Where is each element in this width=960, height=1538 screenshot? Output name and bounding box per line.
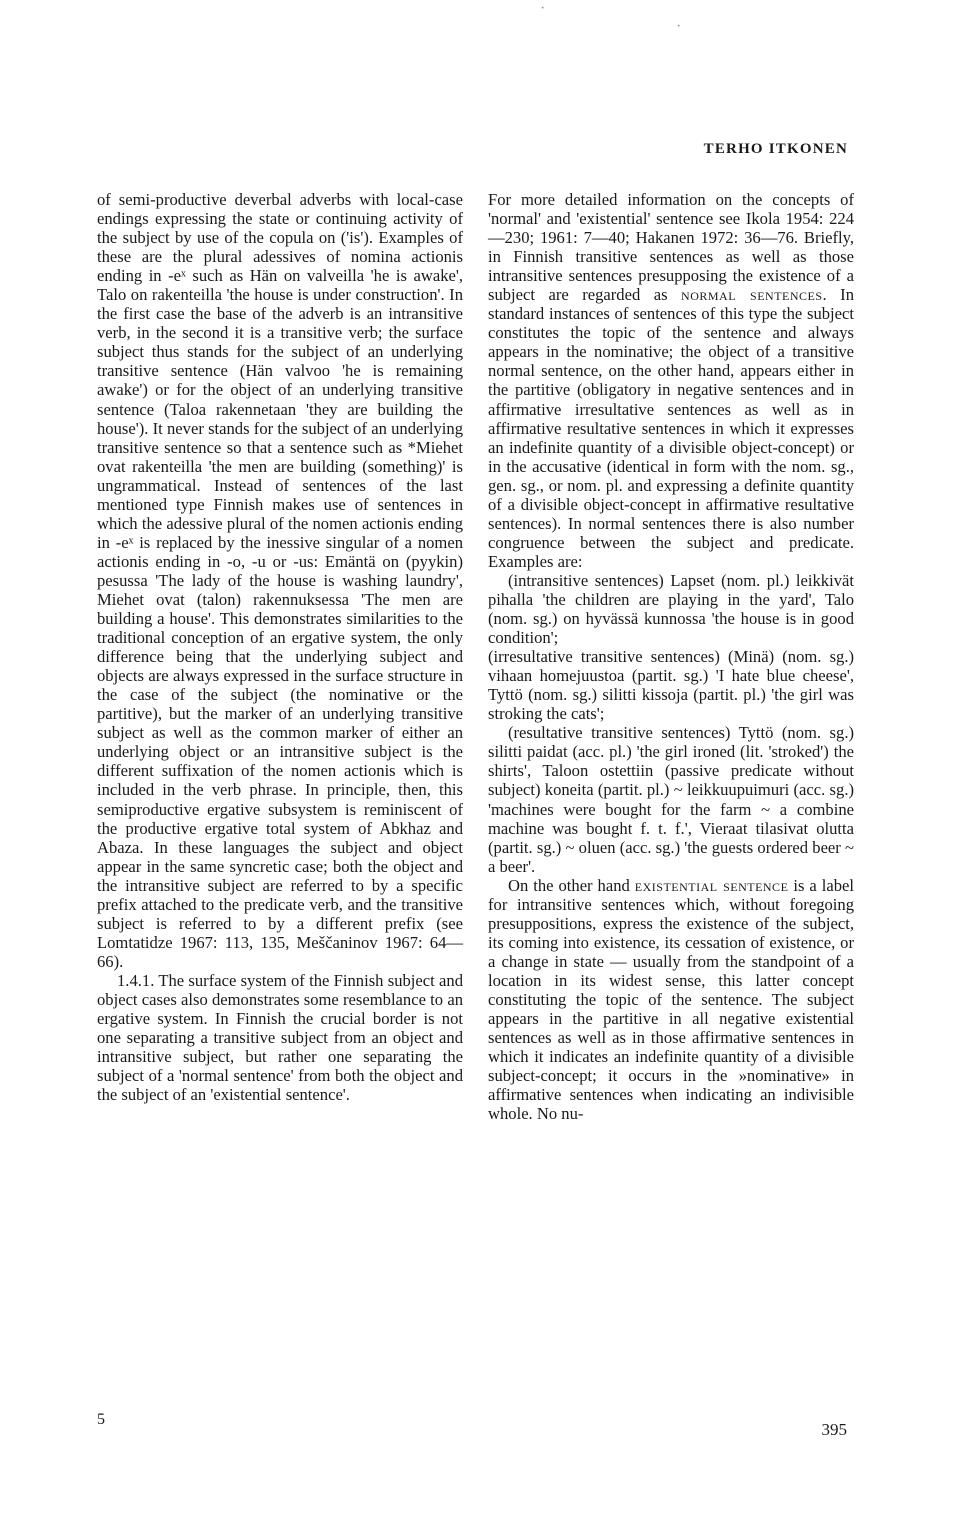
text-run: On the other hand: [508, 875, 635, 895]
small-caps-term: normal sentences: [681, 285, 823, 305]
paragraph: [488, 190, 854, 571]
text-run: is a label for intransitive sentences which, without foregoing presuppositions, express the existence of the subject, its coming into existence, its cessation of existence, or a change in state — usually from the standpoint of a location in its widest sense, this latter concept constituting the topic of the sentence. The subject appears in the partitive in all negative existential sentences as well as in those affirmative sentences in which it indicates an indefinite quantity of a divisible subject-concept; it occurs in the »nominative» in affirmative sentences when indicating an indivisible whole. No nu-: [488, 875, 854, 1124]
left-column: [97, 190, 463, 1104]
text-run: For more detailed information on the concepts of 'normal' and 'existential' sentence see Ikola 1954: 224—230; 1961: 7—40; Hakanen 1972: 36—76. Briefly, in Finnish transitive sentences as well as those intransitive sentences presupposing the existence of a subject are regarded as: [488, 190, 854, 305]
small-caps-term: existential sentence: [634, 875, 789, 895]
example-paragraph: (irresultative transitive sentences) (Minä) (nom. sg.) vihaan homejuustoa (partit. sg.) 'I hate blue cheese', Tyttö (nom. sg.) silitti kissoja (partit. pl.) 'the girl was stroking the cats';: [488, 647, 854, 724]
right-column: [488, 190, 854, 1123]
paragraph: [488, 876, 854, 1124]
running-header: TERHO ITKONEN: [703, 141, 848, 157]
paragraph: 1.4.1. The surface system of the Finnish subject and object cases also demonstrates some resemblance to an ergative system. In Finnish the crucial border is not one separating a transitive subject from an object and intransitive subject, but rather one separating the subject of a 'normal sentence' from both the object and the subject of an 'existential sentence'.: [97, 970, 463, 1105]
page-number: 395: [821, 1420, 847, 1439]
scan-mark: ·: [540, 0, 546, 17]
example-paragraph: (resultative transitive sentences) Tyttö (nom. sg.) silitti paidat (acc. pl.) 'the girl ironed (lit. 'stroked') the shirts', Taloon ostettiin (passive predicate without subject) koneita (partit. pl.) ~ leikkuupuimuri (acc. sg.) 'machines were bought for the farm ~ a combine machine was bought f. t. f.', Vieraat tilasivat olutta (partit. sg.) ~ oluen (acc. sg.) 'the guests ordered beer ~ a beer'.: [488, 723, 854, 876]
scan-mark: ·: [676, 18, 682, 35]
paragraph: of semi-productive deverbal adverbs with local-case endings expressing the state or continuing activity of the subject by use of the copula on ('is'). Examples of these are the plural adessives of nomina actionis ending in -eˣ such as Hän on valveilla 'he is awake', Talo on rakenteilla 'the house is under construction'. In the first case the base of the adverb is an intransitive verb, in the second it is a transitive verb; the surface subject thus stands for the subject of an underlying transitive sentence (Hän valvoo 'he is remaining awake') or for the object of an underlying transitive sentence (Taloa rakennetaan 'they are building the house'). It never stands for the subject of an underlying transitive sentence so that a sentence such as *Miehet ovat rakenteilla 'the men are building (something)' is ungrammatical. Instead of sentences of the last mentioned type Finnish makes use of sentences in which the adessive plural of the nomen actionis ending in -eˣ is replaced by the inessive singular of a nomen actionis ending in -o, -u or -us: Emäntä on (pyykin) pesussa 'The lady of the house is washing laundry', Miehet ovat (talon) rakennuksessa 'The men are building a house'. This demonstrates similarities to the traditional conception of an ergative system, the only difference being that the underlying subject and objects are always expressed in the surface structure in the case of the subject (the nominative or the partitive), but the marker of an underlying transitive subject as well as the common marker of either an underlying object or an intransitive subject is the different suffixation of the nomen actionis which is included in the verb phrase. In principle, then, this semiproductive ergative subsystem is reminiscent of the productive ergative total system of Abkhaz and Abaza. In these languages the subject and object appear in the same syncretic case; both the object and the intransitive subject are referred to by a specific prefix attached to the predicate verb, and the transitive subject is referred to by a different prefix (see Lomtatidze 1967: 113, 135, Meščaninov 1967: 64—66).: [97, 190, 463, 971]
example-paragraph: (intransitive sentences) Lapset (nom. pl.) leikkivät pihalla 'the children are playing in the yard', Talo (nom. sg.) on hyvässä kunnossa 'the house is in good condition';: [488, 570, 854, 648]
signature-mark: 5: [97, 1411, 105, 1428]
text-run: . In standard instances of sentences of this type the subject constitutes the topic of the sentence and always appears in the nominative; the object of a transitive normal sentence, on the other hand, appears either in the partitive (obligatory in negative sentences and in affirmative irresultative sentences as well as in affirmative resultative sentences in which it expresses an indefinite quantity of a divisible object-concept) or in the accusative (identical in form with the nom. sg., gen. sg., or nom. pl. and expressing a definite quantity of a divisible object-concept in affirmative resultative sentences). In normal sentences there is also number congruence between the subject and predicate. Examples are:: [488, 285, 854, 571]
